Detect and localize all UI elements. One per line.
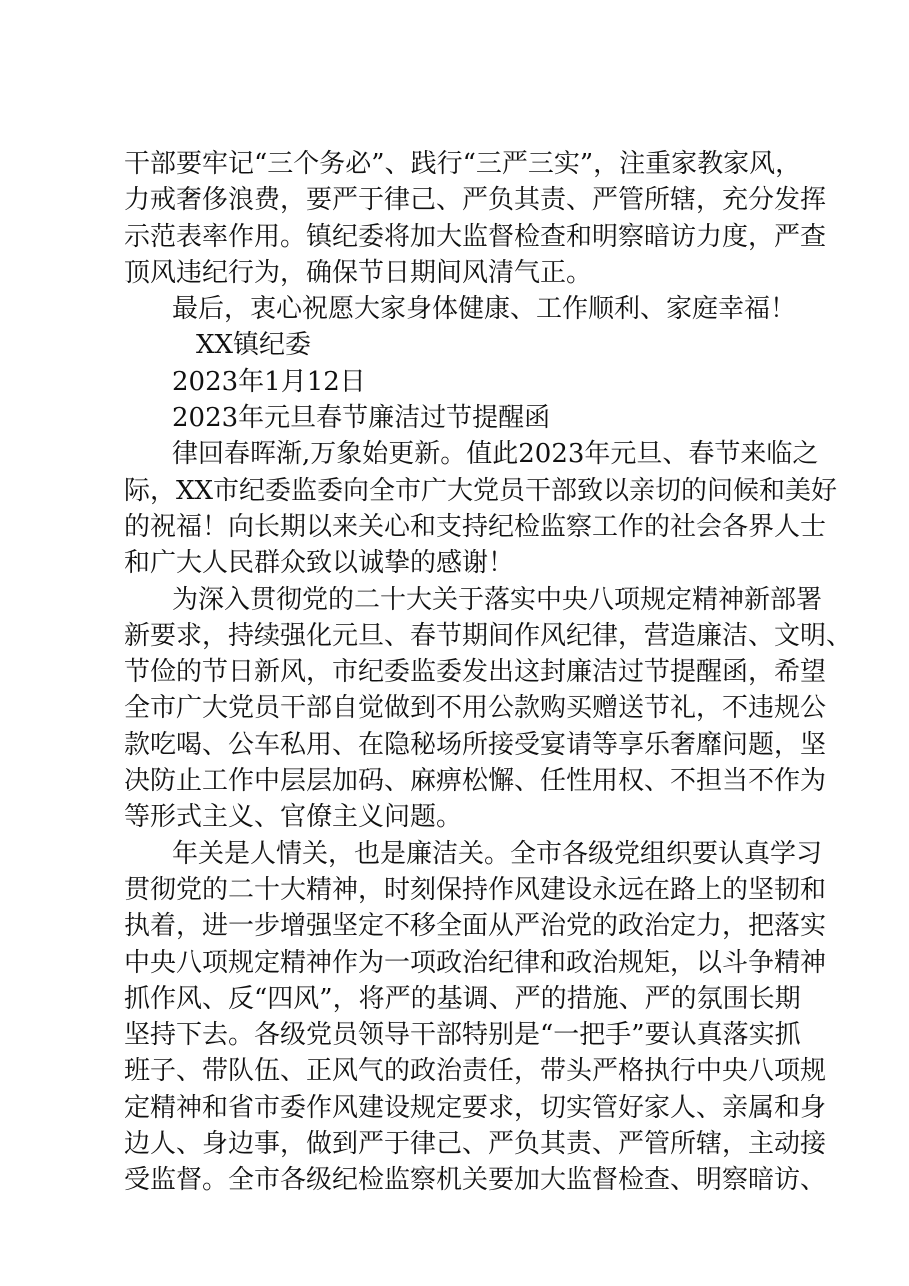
body-line: 等形式主义、官僚主义问题。 <box>124 802 463 833</box>
document-body <box>124 146 853 1199</box>
body-line: 决防止工作中层层加码、麻痹松懈、任性用权、不担当不作为 <box>124 766 827 797</box>
body-line: 抓作风、反“四风”，将严的基调、严的措施、严的氛围长期 <box>124 983 801 1014</box>
body-line: 年关是人情关，也是廉洁关。全市各级党组织要认真学习 <box>172 838 823 869</box>
body-line: 律回春晖渐,万象始更新。值此2023年元旦、春节来临之 <box>172 439 819 470</box>
body-line: 为深入贯彻党的二十大关于落实中央八项规定精神新部署 <box>172 584 823 615</box>
body-line: 示范表率作用。镇纪委将加大监督检查和明察暗访力度，严查 <box>124 221 827 252</box>
letter-title: 2023年元旦春节廉洁过节提醒函 <box>172 403 551 434</box>
body-line: 班子、带队伍、正风气的政治责任，带头严格执行中央八项规 <box>124 1056 827 1087</box>
body-line: 新要求，持续强化元旦、春节期间作风纪律，营造廉洁、文明、 <box>124 620 853 651</box>
signature-date: 2023年1月12日 <box>172 366 366 397</box>
body-line: 边人、身边事，做到严于律己、严负其责、严管所辖，主动接 <box>124 1129 827 1160</box>
body-line: 际，XX市纪委监委向全市广大党员干部致以亲切的问候和美好 <box>124 475 838 506</box>
body-line: 中央八项规定精神作为一项政治纪律和政治规矩，以斗争精神 <box>124 947 827 978</box>
closing-wish: 最后，衷心祝愿大家身体健康、工作顺利、家庭幸福！ <box>172 294 797 325</box>
body-line: 的祝福！向长期以来关心和支持纪检监察工作的社会各界人士 <box>124 511 827 542</box>
body-line: 贯彻党的二十大精神，时刻保持作风建设永远在路上的坚韧和 <box>124 874 827 905</box>
body-line: 顶风违纪行为，确保节日期间风清气正。 <box>124 257 593 288</box>
body-line: 执着，进一步增强坚定不移全面从严治党的政治定力，把落实 <box>124 911 827 942</box>
body-line: 受监督。全市各级纪检监察机关要加大监督检查、明察暗访、 <box>124 1165 827 1196</box>
body-line: 干部要牢记“三个务必”、践行“三严三实”，注重家教家风， <box>124 149 802 179</box>
body-line: 节俭的节日新风，市纪委监委发出这封廉洁过节提醒函，希望 <box>124 657 827 688</box>
body-line: 坚持下去。各级党员领导干部特别是“一把手”要认真落实抓 <box>124 1020 801 1051</box>
body-line: 款吃喝、公车私用、在隐秘场所接受宴请等享乐奢靡问题，坚 <box>124 729 827 760</box>
signature-org: XX镇纪委 <box>196 330 312 361</box>
body-line: 定精神和省市委作风建设规定要求，切实管好家人、亲属和身 <box>124 1092 827 1123</box>
body-line: 力戒奢侈浪费，要严于律己、严负其责、严管所辖，充分发挥 <box>124 185 827 216</box>
body-line: 和广大人民群众致以诚挚的感谢！ <box>124 548 515 579</box>
body-line: 全市广大党员干部自觉做到不用公款购买赠送节礼，不违规公 <box>124 693 827 724</box>
